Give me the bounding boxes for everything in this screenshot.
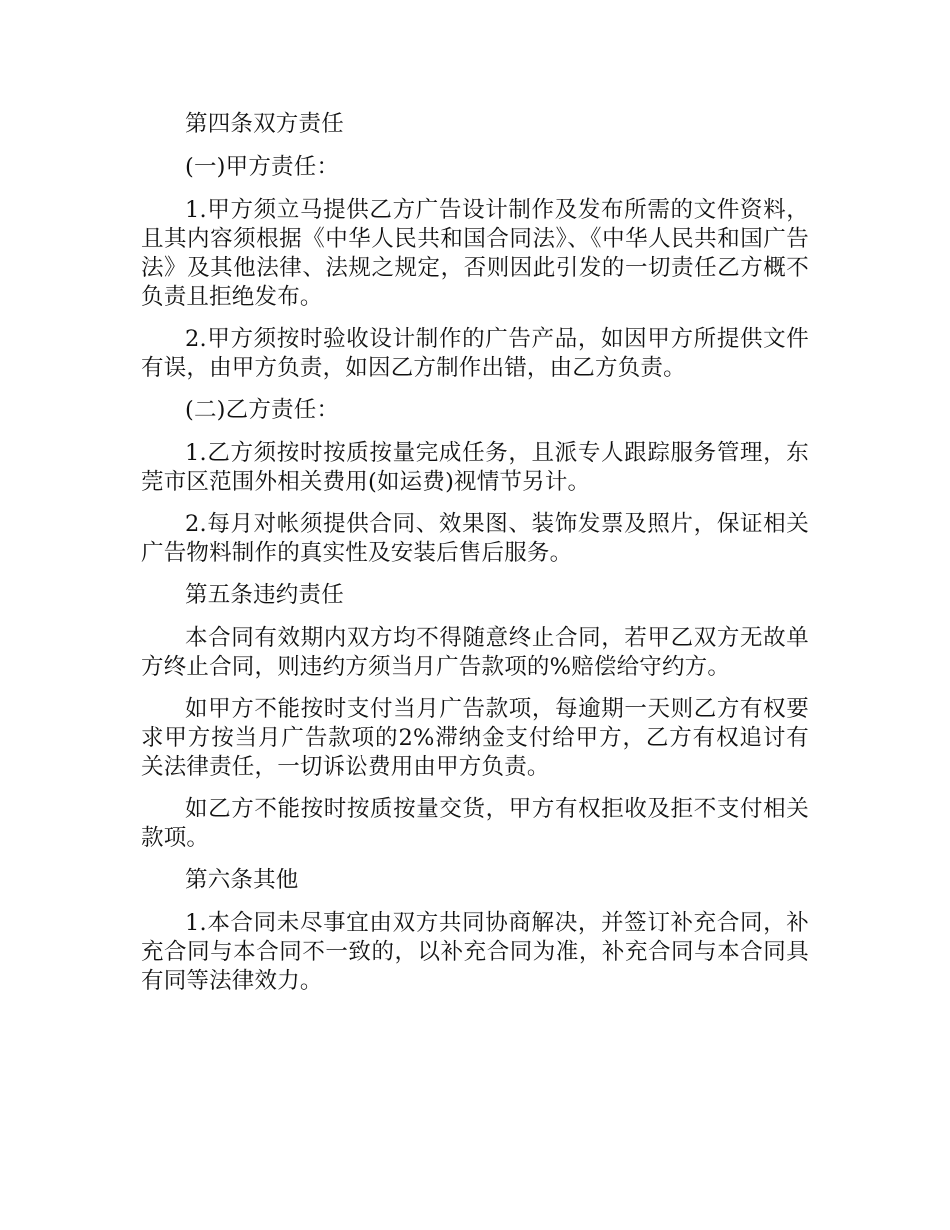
other-clause-1: 1.本合同未尽事宜由双方共同协商解决，并签订补充合同，补充合同与本合同不一致的，以补充合同为准，补充合同与本合同具有同等法律效力。 <box>141 910 809 994</box>
party-a-responsibility-heading: (一)甲方责任： <box>185 154 340 180</box>
breach-clause-1: 本合同有效期内双方均不得随意终止合同，若甲乙双方无故单方终止合同，则违约方须当月广告款项的%赔偿给守约方。 <box>141 625 809 680</box>
party-b-clause-1: 1.乙方须按时按质按量完成任务，且派专人跟踪服务管理，东莞市区范围外相关费用(如运费)视情节另计。 <box>141 440 809 495</box>
party-a-clause-2: 2.甲方须按时验收设计制作的广告产品，如因甲方所提供文件有误，由甲方负责，如因乙方制作出错，由乙方负责。 <box>141 326 809 381</box>
breach-clause-3: 如乙方不能按时按质按量交货，甲方有权拒收及拒不支付相关款项。 <box>141 796 809 851</box>
article-4-heading: 第四条双方责任 <box>185 111 344 137</box>
article-6-heading: 第六条其他 <box>185 867 299 893</box>
party-b-responsibility-heading: (二)乙方责任： <box>185 397 340 423</box>
document-body <box>141 110 809 1009</box>
article-5-heading: 第五条违约责任 <box>185 582 344 608</box>
party-a-clause-1: 1.甲方须立马提供乙方广告设计制作及发布所需的文件资料，且其内容须根据《中华人民共和国合同法》、《中华人民共和国广告法》及其他法律、法规之规定，否则因此引发的一切责任乙方概不负责且拒绝发布。 <box>141 197 809 310</box>
party-b-clause-2: 2.每月对帐须提供合同、效果图、装饰发票及照片，保证相关广告物料制作的真实性及安装后售后服务。 <box>141 511 809 566</box>
breach-clause-2: 如甲方不能按时支付当月广告款项，每逾期一天则乙方有权要求甲方按当月广告款项的2%滞纳金支付给甲方，乙方有权追讨有关法律责任，一切诉讼费用由甲方负责。 <box>141 696 809 780</box>
